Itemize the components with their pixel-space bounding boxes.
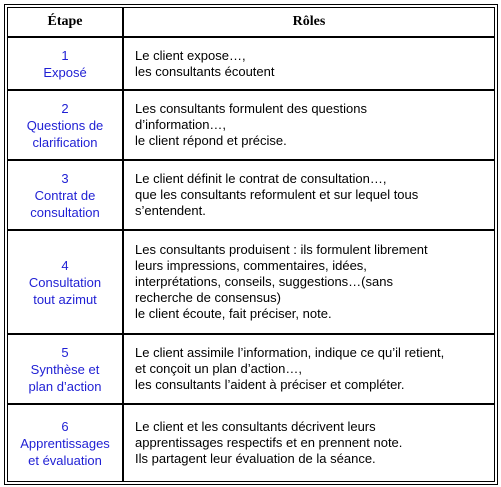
stages-table <box>7 7 495 482</box>
role-line: Ils partagent leur évaluation de la séance. <box>135 451 376 466</box>
table-row <box>7 160 495 230</box>
role-line: que les consultants reformulent et sur lequel tous <box>135 187 419 202</box>
stage-number: 6 <box>61 418 69 434</box>
stage-cell <box>7 37 123 90</box>
table-row <box>7 230 495 334</box>
stage-label: tout azimut <box>33 291 97 307</box>
roles-cell <box>123 334 495 404</box>
stage-number: 2 <box>61 100 69 116</box>
stage-label: Exposé <box>43 64 87 80</box>
role-line: recherche de consensus) <box>135 290 281 305</box>
role-line: leurs impressions, commentaires, idées, <box>135 258 367 273</box>
stage-label: et évaluation <box>28 452 102 468</box>
role-line: Le client assimile l’information, indique ce qu’il retient, <box>135 345 445 360</box>
stage-label: Consultation <box>28 274 102 290</box>
stage-cell <box>7 334 123 404</box>
role-line: d’information…, <box>135 117 227 132</box>
role-line: le client répond et précise. <box>135 133 287 148</box>
role-line: les consultants écoutent <box>135 63 275 79</box>
stage-label: plan d’action <box>28 378 102 394</box>
roles-cell <box>123 230 495 334</box>
table-row <box>7 334 495 404</box>
role-line: apprentissages respectifs et en prennent note. <box>135 435 403 450</box>
stage-label: Contrat de <box>34 187 96 203</box>
table-row <box>7 37 495 90</box>
roles-cell <box>123 37 495 90</box>
role-line: Le client définit le contrat de consultation…, <box>135 171 387 186</box>
roles-cell <box>123 404 495 482</box>
roles-cell <box>123 90 495 160</box>
table-container <box>7 7 495 482</box>
stage-label: clarification <box>32 134 98 150</box>
role-line: s’entendent. <box>135 203 206 218</box>
table-header-row <box>7 7 495 37</box>
role-line: Les consultants produisent : ils formulent librement <box>135 242 428 257</box>
stage-cell <box>7 160 123 230</box>
role-line: interprétations, conseils, suggestions…(sans <box>135 274 393 289</box>
header-roles: Rôles <box>123 7 495 37</box>
table-row <box>7 90 495 160</box>
role-line: Le client et les consultants décrivent leurs <box>135 419 376 434</box>
roles-cell <box>123 160 495 230</box>
table-frame <box>4 4 498 485</box>
stage-label: Synthèse et <box>30 361 100 377</box>
stage-label: Questions de <box>26 117 104 133</box>
role-line: Le client expose…, <box>135 47 246 63</box>
table-row <box>7 404 495 482</box>
role-line: et conçoit un plan d’action…, <box>135 361 302 376</box>
stage-label: Apprentissages <box>20 435 110 451</box>
stage-label: consultation <box>30 204 100 220</box>
stage-cell <box>7 230 123 334</box>
stage-cell <box>7 404 123 482</box>
role-line: les consultants l’aident à préciser et compléter. <box>135 377 405 392</box>
stage-number: 3 <box>61 170 69 186</box>
role-line: le client écoute, fait préciser, note. <box>135 306 332 321</box>
header-stage: Étape <box>7 7 123 37</box>
stage-number: 4 <box>61 257 69 273</box>
stage-number: 1 <box>61 47 69 63</box>
stage-cell <box>7 90 123 160</box>
role-line: Les consultants formulent des questions <box>135 101 367 116</box>
stage-number: 5 <box>61 344 69 360</box>
